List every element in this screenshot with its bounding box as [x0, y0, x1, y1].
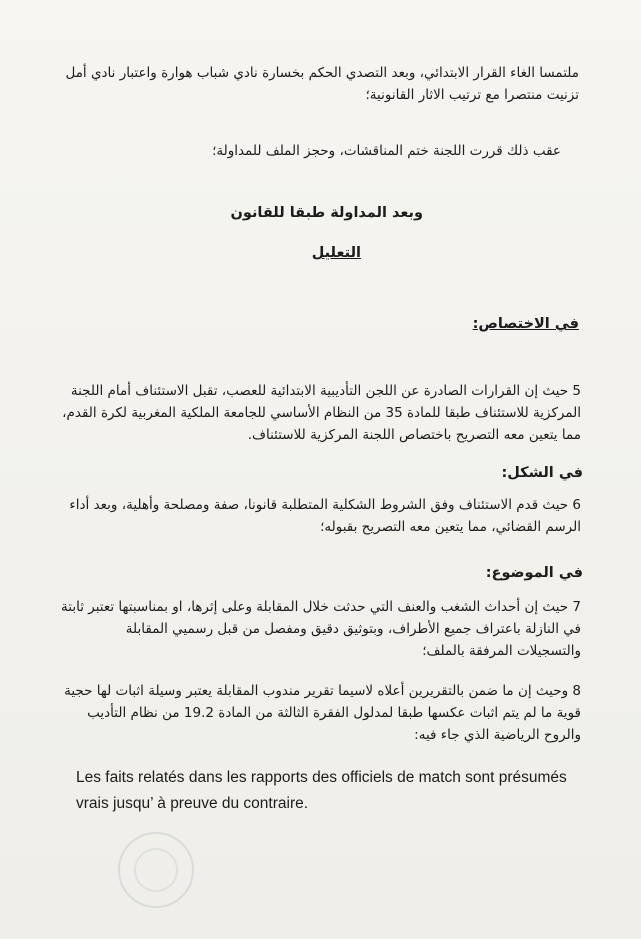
- competence-heading: في الاختصاص:: [472, 316, 579, 332]
- paragraph-closing-discussion: عقب ذلك قررت اللجنة ختم المناقشات، وحجز الملف للمداولة؛: [212, 143, 561, 159]
- merits-heading: في الموضوع:: [485, 565, 583, 581]
- paragraph-5: 5 حيث إن القرارات الصادرة عن اللجن التأديبية الابتدائية للعصب، تقبل الاستئناف أمام اللجنة المركزية للاستئناف طبقا للمادة 35 من النظام الأساسي للجامعة الملكية المغربية لكرة القدم، مما يتعين معه التصريح باختصاص اللجنة المركزية للاستئناف.: [62, 383, 581, 443]
- deliberation-heading: وبعد المداولة طبقا للقانون: [230, 205, 423, 221]
- paragraph-8: 8 وحيث إن ما ضمن بالتقريرين أعلاه لاسيما تقرير مندوب المقابلة يعتبر وسيلة اثبات لها حجية قوية ما لم يتم اثبات عكسها طبقا لمدلول الفقرة الثالثة من المادة 19.2 من نظام التأديب والروح الرياضية الذي جاء فيه:: [64, 683, 581, 743]
- paragraph-request: ملتمسا الغاء القرار الابتدائي، وبعد التصدي الحكم بخسارة نادي شباب هوارة واعتبار نادي أمل تزنيت منتصرا مع ترتيب الاثار القانونية؛: [65, 65, 579, 103]
- paragraph-7: 7 حيث إن أحداث الشغب والعنف التي حدثت خلال المقابلة وعلى إثرها، او بمناسبتها تعتبر ثابتة في النازلة باعتراف جميع الأطراف، وبتوثيق دقيق ومفصل من قبل رسميي المقابلة والتسجيلات المرفقة بالملف؛: [61, 599, 581, 659]
- reasoning-heading: التعليل: [311, 245, 361, 261]
- stamp-icon: [118, 832, 194, 908]
- form-heading: في الشكل:: [501, 465, 583, 481]
- french-quote: Les faits relatés dans les rapports des officiels de match sont présumés vrais jusqu’ à preuve du contraire.: [76, 769, 567, 812]
- paragraph-6: 6 حيث قدم الاستئناف وفق الشروط الشكلية المتطلبة قانونا، صفة ومصلحة وأهلية، وبعد أداء الرسم القضائي، مما يتعين معه التصريح بقبوله؛: [69, 497, 581, 535]
